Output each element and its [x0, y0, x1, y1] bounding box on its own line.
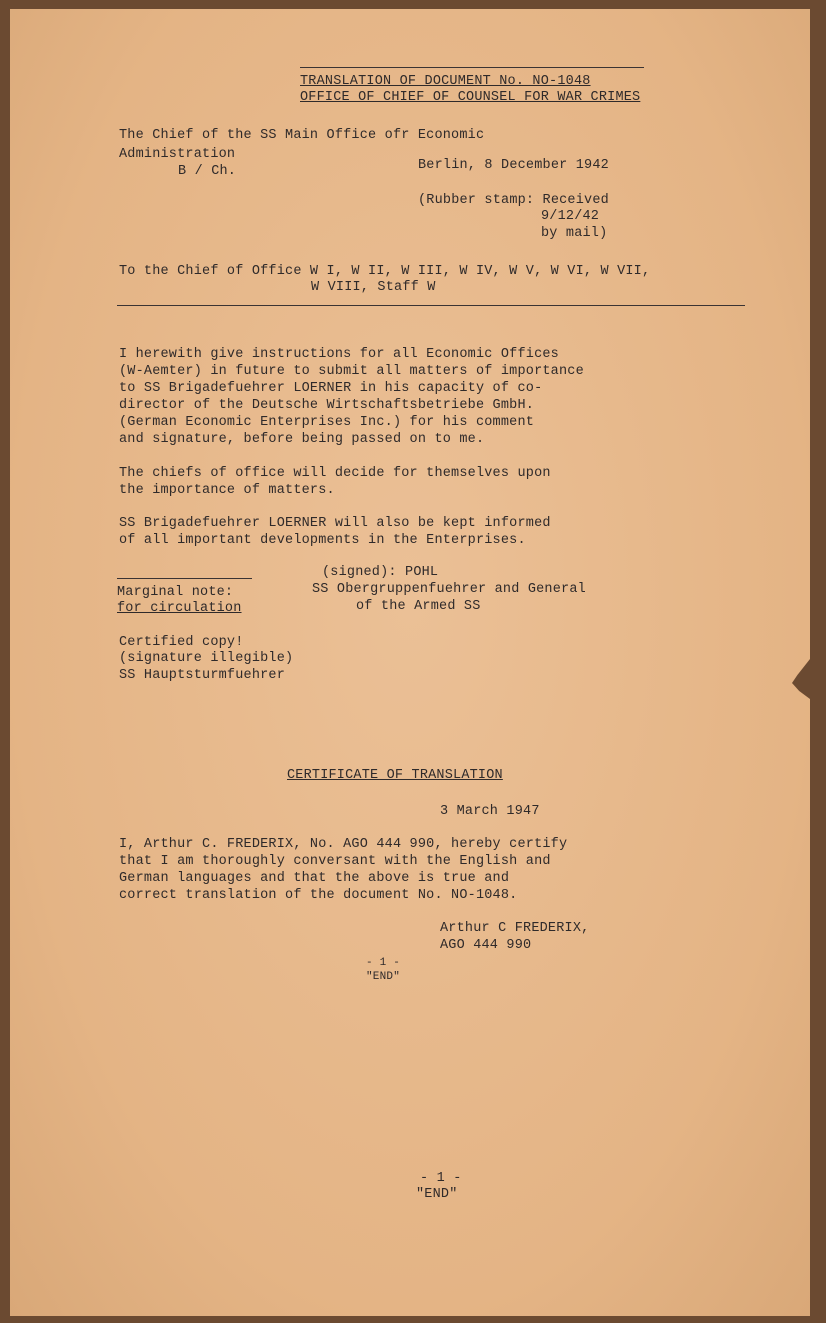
certificate-title: CERTIFICATE OF TRANSLATION: [287, 768, 503, 783]
stamp-line-2: 9/12/42: [541, 209, 600, 224]
marginal-note-rule: [117, 578, 252, 579]
sender-line-2: Administration: [119, 147, 236, 162]
recipient-line-2: W VIII, Staff W: [311, 280, 436, 295]
torn-edge: [792, 659, 810, 699]
translator-signature: Arthur C FREDERIX,: [440, 921, 590, 936]
certified-line-2: (signature illegible): [119, 651, 294, 666]
signature-line-3: of the Armed SS: [356, 599, 481, 614]
marginal-note-label: Marginal note:: [117, 585, 234, 600]
body-p1-line-1: I herewith give instructions for all Economic Offices: [119, 347, 559, 362]
marginal-note-value: for circulation: [117, 601, 242, 616]
recipient-line-1: To the Chief of Office W I, W II, W III, W IV, W V, W VI, W VII,: [119, 264, 651, 279]
body-p3-line-1: SS Brigadefuehrer LOERNER will also be kept informed: [119, 516, 551, 531]
certified-line-1: Certified copy!: [119, 635, 244, 650]
body-p1-line-3: to SS Brigadefuehrer LOERNER in his capacity of co-: [119, 381, 543, 396]
certified-line-3: SS Hauptsturmfuehrer: [119, 668, 286, 683]
header-top-rule: [300, 67, 644, 68]
certificate-body-line-1: I, Arthur C. FREDERIX, No. AGO 444 990, hereby certify: [119, 837, 568, 852]
stamp-line-3: by mail): [541, 226, 608, 241]
sender-line-1: The Chief of the SS Main Office ofr Economic: [119, 128, 485, 143]
body-p2-line-2: the importance of matters.: [119, 483, 335, 498]
certificate-body-line-4: correct translation of the document No. NO-1048.: [119, 888, 518, 903]
body-p1-line-2: (W-Aemter) in future to submit all matters of importance: [119, 364, 584, 379]
certificate-body-line-3: German languages and that the above is true and: [119, 871, 510, 886]
body-p3-line-2: of all important developments in the Enterprises.: [119, 533, 526, 548]
body-p1-line-4: director of the Deutsche Wirtschaftsbetriebe GmbH.: [119, 398, 535, 413]
body-p2-line-1: The chiefs of office will decide for themselves upon: [119, 466, 551, 481]
inner-end-mark: "END": [366, 971, 401, 983]
header-title: TRANSLATION OF DOCUMENT No. NO-1048: [300, 74, 591, 89]
stamp-line-1: (Rubber stamp: Received: [418, 193, 609, 208]
sender-line-3: B / Ch.: [178, 164, 237, 179]
certificate-date: 3 March 1947: [440, 804, 540, 819]
header-office: OFFICE OF CHIEF OF COUNSEL FOR WAR CRIMES: [300, 90, 641, 105]
signature-line-1: (signed): POHL: [322, 565, 439, 580]
section-divider: [117, 305, 745, 306]
certificate-body-line-2: that I am thoroughly conversant with the English and: [119, 854, 551, 869]
signature-line-2: SS Obergruppenfuehrer and General: [312, 582, 586, 597]
translator-ago-number: AGO 444 990: [440, 938, 532, 953]
body-p1-line-5: (German Economic Enterprises Inc.) for his comment: [119, 415, 535, 430]
dateline: Berlin, 8 December 1942: [418, 158, 609, 173]
inner-page-number: - 1 -: [366, 957, 401, 969]
footer-page-number: - 1 -: [420, 1171, 462, 1186]
body-p1-line-6: and signature, before being passed on to me.: [119, 432, 485, 447]
footer-end-mark: "END": [416, 1187, 458, 1202]
